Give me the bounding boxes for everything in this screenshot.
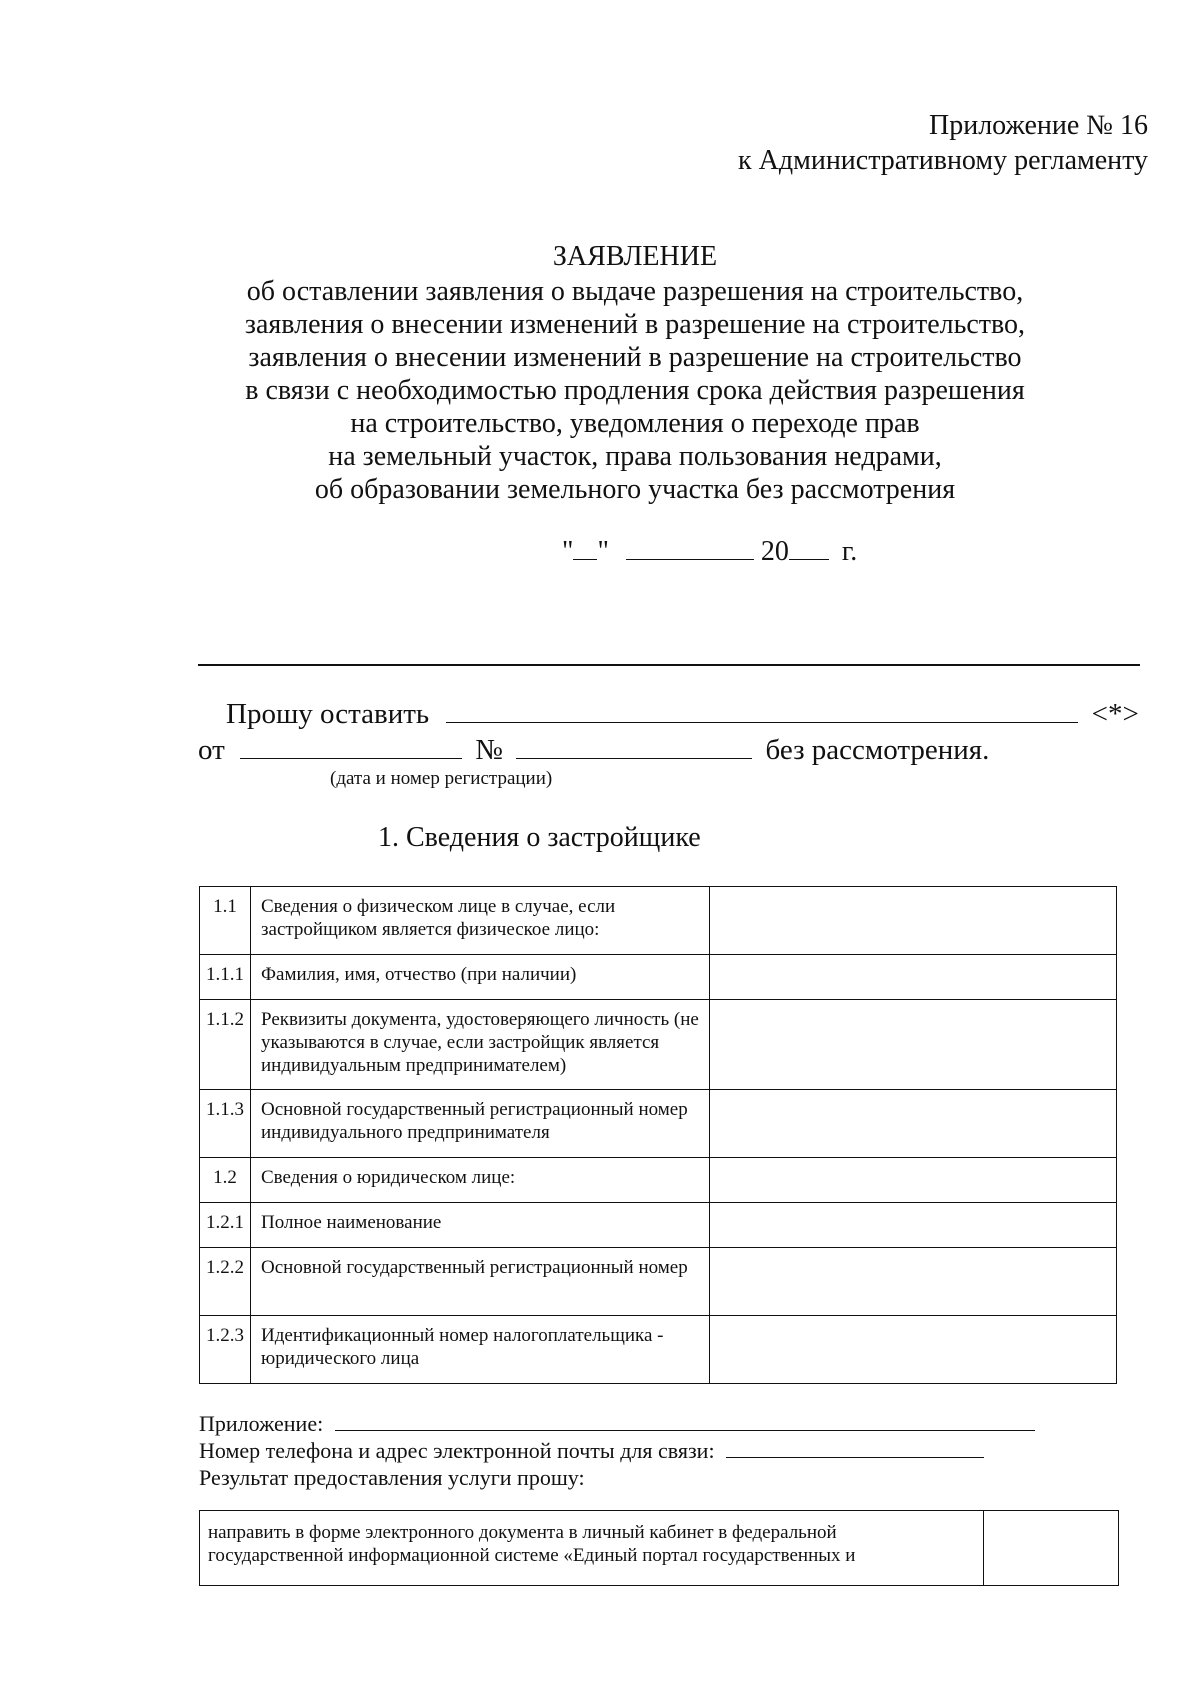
row-number: 1.1.1 (200, 955, 251, 1000)
result-options-table (199, 1510, 1119, 1586)
row-value-field[interactable] (710, 1203, 1117, 1248)
appendix-number: Приложение № 16 (929, 110, 1148, 141)
table-row (200, 1000, 1117, 1090)
from-label: от (198, 734, 225, 766)
title-line: об оставлении заявления о выдаче разрешения на строительство, (246, 276, 1024, 307)
table-row (200, 1158, 1117, 1203)
row-label: Сведения о физическом лице в случае, если застройщиком является физическое лицо: (251, 887, 710, 955)
result-option-mark-field[interactable] (984, 1511, 1119, 1586)
row-value-field[interactable] (710, 1090, 1117, 1158)
row-number: 1.2 (200, 1158, 251, 1203)
appendix-reference: к Административному регламенту (738, 145, 1148, 176)
row-value-field[interactable] (710, 955, 1117, 1000)
table-row (200, 1511, 1119, 1586)
row-label: Полное наименование (251, 1203, 710, 1248)
contact-row (199, 1437, 1035, 1464)
row-value-field[interactable] (710, 887, 1117, 955)
document-title (0, 240, 1200, 506)
table-row (200, 1203, 1117, 1248)
attachment-row (199, 1410, 1035, 1437)
table-row (200, 1316, 1117, 1384)
developer-info-table (199, 886, 1117, 1384)
footnote-marker: <*> (1091, 698, 1139, 730)
row-label: Сведения о юридическом лице: (251, 1158, 710, 1203)
title-line: заявления о внесении изменений в разрешение на строительство, (244, 309, 1026, 340)
appendix-header (738, 108, 1148, 178)
quote-close: " (597, 536, 609, 567)
row-value-field[interactable] (710, 1248, 1117, 1316)
request-prefix: Прошу оставить (226, 698, 430, 730)
title-line: на строительство, уведомления о переходе прав (350, 408, 920, 439)
row-value-field[interactable] (710, 1316, 1117, 1384)
row-number: 1.2.1 (200, 1203, 251, 1248)
request-line (226, 698, 1146, 731)
row-label: Идентификационный номер налогоплательщика - юридического лица (251, 1316, 710, 1384)
result-label: Результат предоставления услуги прошу: (199, 1465, 585, 1490)
row-number: 1.1.2 (200, 1000, 251, 1090)
without-review-label: без рассмотрения. (765, 734, 990, 766)
year-blank[interactable] (789, 537, 829, 560)
row-label: Фамилия, имя, отчество (при наличии) (251, 955, 710, 1000)
attachment-field[interactable] (335, 1412, 1035, 1431)
table-row (200, 1090, 1117, 1158)
registration-caption: (дата и номер регистрации) (330, 768, 553, 789)
quote-open: " (562, 536, 574, 567)
year-suffix: г. (841, 536, 858, 567)
title-line: об образовании земельного участка без рассмотрения (314, 474, 956, 505)
row-number: 1.1.3 (200, 1090, 251, 1158)
row-number: 1.2.3 (200, 1316, 251, 1384)
table-row (200, 955, 1117, 1000)
row-value-field[interactable] (710, 1158, 1117, 1203)
title-heading: ЗАЯВЛЕНИЕ (552, 241, 718, 272)
month-blank[interactable] (626, 537, 754, 560)
attachment-label: Приложение: (199, 1411, 324, 1436)
number-label: № (475, 734, 503, 766)
contact-field[interactable] (726, 1439, 984, 1458)
row-number: 1.2.2 (200, 1248, 251, 1316)
registration-number-field[interactable] (516, 734, 752, 759)
row-label: Основной государственный регистрационный номер индивидуального предпринимателя (251, 1090, 710, 1158)
request-subject-field[interactable] (446, 698, 1078, 723)
title-line: заявления о внесении изменений в разрешение на строительство (248, 342, 1022, 373)
result-option-text: направить в форме электронного документа в личный кабинет в федеральной государственной информационной системе «Единый портал государственных и (200, 1511, 984, 1586)
title-line: на земельный участок, права пользования недрами, (328, 441, 942, 472)
date-line (562, 536, 857, 568)
row-number: 1.1 (200, 887, 251, 955)
registration-line (198, 734, 989, 767)
title-line: в связи с необходимостью продления срока действия разрешения (245, 375, 1025, 406)
contact-label: Номер телефона и адрес электронной почты для связи: (199, 1438, 715, 1463)
year-prefix: 20 (760, 536, 789, 567)
row-label: Реквизиты документа, удостоверяющего личность (не указываются в случае, если застройщик является индивидуальным предпринимателем) (251, 1000, 710, 1090)
divider-line (198, 664, 1140, 666)
table-row (200, 1248, 1117, 1316)
row-value-field[interactable] (710, 1000, 1117, 1090)
table-row (200, 887, 1117, 955)
footer-block (199, 1410, 1035, 1491)
day-blank[interactable] (573, 537, 597, 560)
row-label: Основной государственный регистрационный номер (251, 1248, 710, 1316)
registration-date-field[interactable] (240, 734, 462, 759)
section-title: 1. Сведения о застройщике (378, 822, 701, 853)
